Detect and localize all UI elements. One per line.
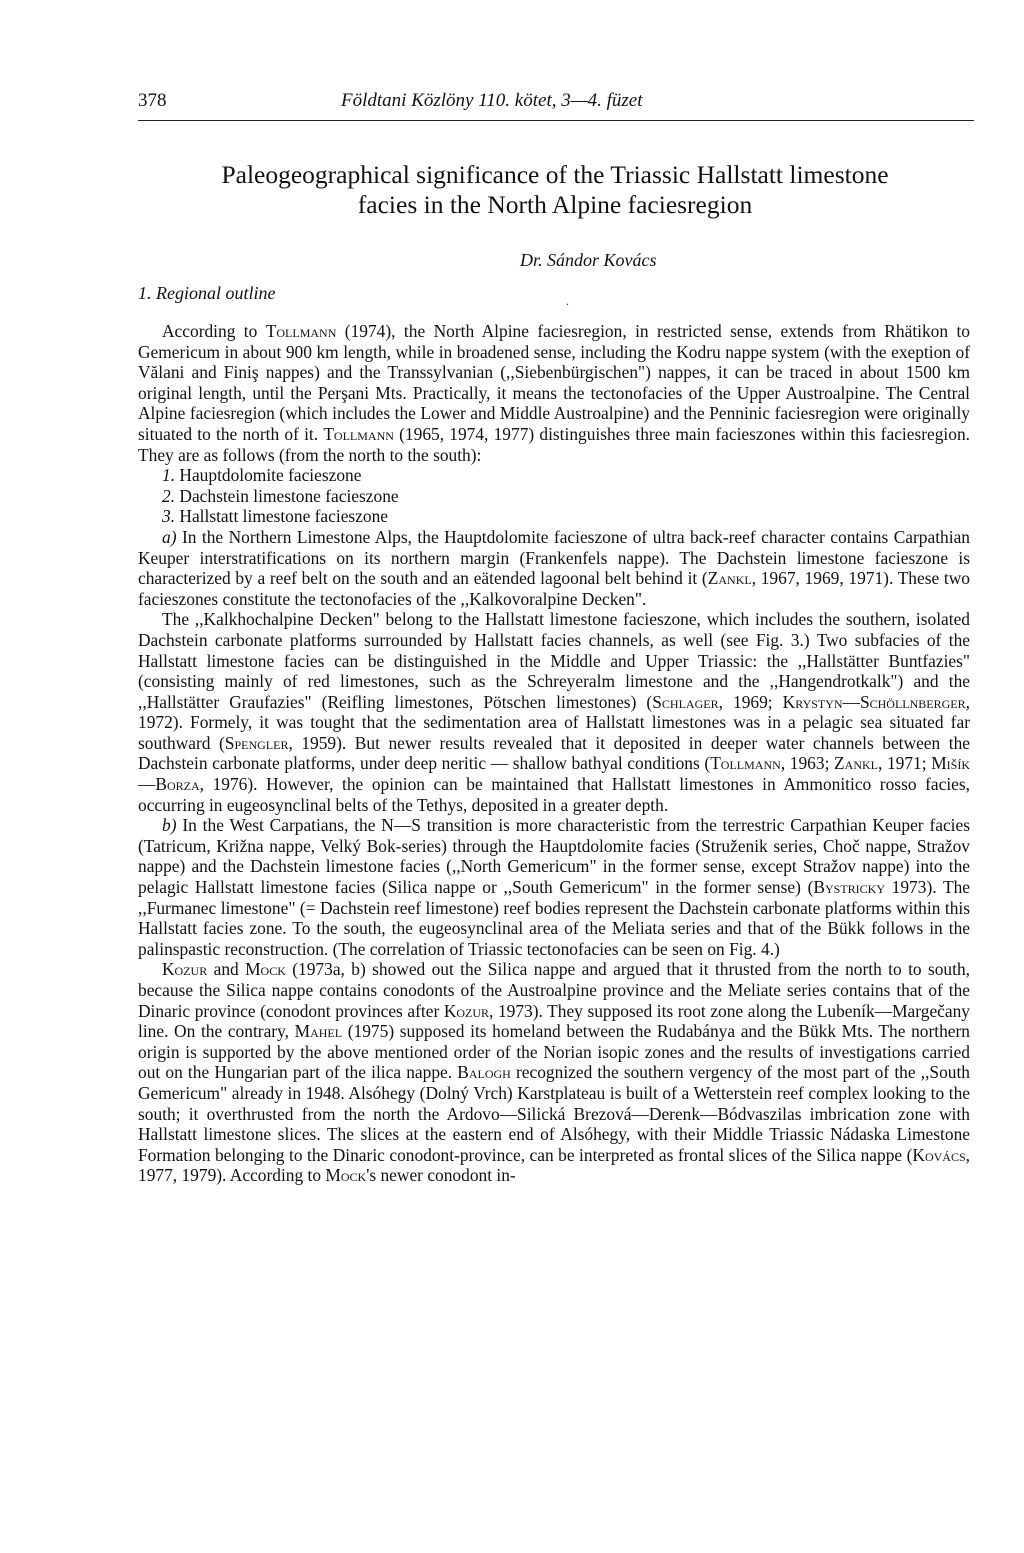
author-citation: Balogh: [457, 1062, 511, 1083]
author-citation: Kozur: [443, 1000, 490, 1021]
list-number: 3.: [162, 506, 176, 527]
list-number: 1.: [162, 465, 176, 486]
author-citation: Mišík—Borza: [138, 753, 970, 795]
paragraph-b: [138, 815, 970, 959]
list-text: Hallstatt limestone facieszone: [175, 506, 389, 527]
text-run: The ,,Kalkhochalpine Decken" belong to the Hallstatt limestone facieszone, which includes the southern, isolated Dachstein carbonate platforms surrounded by Hallstatt facies channels, as well (see Fig. 3.) Two subfacies of the Hallstatt limestone facies can be distinguished in the Middle and Upper Triassic: the ,,Hallstätter Buntfazies" (consisting mainly of red limestones, such as the Schreyeralm limestone and the ,,Hangendrotkalk") and the ,,Hallstätter Graufazies" (Reifling limestones, Pötschen limestones) (: [138, 609, 970, 712]
text-run: , 1972). Formely, it was tought that the sedimentation area of Hallstatt limestones was in a pelagic sea situated far southward (: [138, 691, 970, 753]
author-citation: Zankl: [834, 753, 878, 774]
author-citation: Tollmann: [265, 321, 337, 341]
text-run: (1973a, b) showed out the Silica nappe and argued that it thrusted from the north to to south, because the Silica nappe contains conodonts of the Austroalpine province and the Meliate series contains that of the Dinaric province (conodont provinces after: [138, 959, 970, 1021]
text-run: 1973). The ,,Furmanec limestone" (= Dachstein reef limestone) reef bodies represent the Dachstein carbonate platforms within this Hallstatt facies zone. To the south, the eugeosynclinal area of the Meliata series and that of the Bükk follows in the palinspastic reconstruction. (The correlation of Triassic tectonofacies can be seen on Fig. 4.): [138, 877, 970, 959]
text-run: , 1971;: [877, 753, 932, 774]
text-run: , 1967, 1969, 1971). These two facieszones constitute the tectonofacies of the ,,Kalkovoralpine Decken".: [138, 568, 970, 609]
author-citation: Tollmann: [710, 753, 781, 774]
author-citation: Kozur: [162, 959, 208, 980]
text-run: In the Northern Limestone Alps, the Hauptdolomite facieszone of ultra back-reef character contains Carpathian Keuper interstratifications on its northern margin (Frankenfels nappe). The Dachstein limestone facieszone is characterized by a reef belt on the south and an eätended lagoonal belt behind it (: [138, 526, 970, 589]
text-run: , 1959). But newer results revealed that it deposited in deeper water channels between the Dachstein carbonate platforms, under deep neritic — shallow bathyal conditions (: [138, 732, 970, 774]
section-heading: 1. Regional outline: [138, 283, 276, 303]
author-citation: Mahel: [294, 1021, 343, 1042]
text-run: According to: [162, 321, 266, 341]
list-item: [138, 506, 970, 527]
text-run: recognized the southern vergency of the most part of the ,,South Gemericum" already in 1948. Alsóhegy (Dolný Vrch) Karstplateau is built of a Wetterstein reef complex looking to the south; it overthrusted from the north the Ardovo—Silická Brezová—Derenk—Bódvaszilas imbrication zone with Hallstatt limestone slices. The slices at the eastern end of Alsóhegy, with their Middle Triassic Nádaska Limestone Formation belonging to the Dinaric conodont-province, can be interpreted as frontal slices of the Silica nappe (: [138, 1062, 971, 1165]
author-citation: Mock: [325, 1165, 367, 1186]
list-number: 2.: [162, 485, 176, 506]
text-run: In the West Carpatians, the N—S transition is more characteristic from the terrestric Carpathian Keuper facies (Tatricum, Križna nappe, Velký Bok-series) through the Hauptdolomite facies (Struženik series, Choč nappe, Stražov nappe) and the Dachstein limestone facies (,,North Gemericum" in the former sense, except Stražov nappe) into the pelagic Hallstatt limestone facies (Silica nappe or ,,South Gemericum" in the former sense) (: [138, 815, 970, 898]
paragraph-kozur-mock: [138, 959, 970, 1186]
paragraph-label: b): [162, 815, 177, 836]
article-title-line-1: Paleogeographical significance of the Triassic Hallstatt limestone: [221, 160, 889, 189]
text-run: , 1977, 1979). According to: [138, 1144, 970, 1186]
list-text: Hauptdolomite facieszone: [175, 465, 362, 486]
paragraph-kalkhochalpine: [138, 609, 970, 815]
text-run: , 1969;: [718, 691, 783, 712]
running-header: [138, 86, 974, 121]
author-citation: Zankl: [707, 568, 752, 589]
paragraph-label: a): [162, 526, 177, 547]
author-citation: Mock: [245, 959, 286, 980]
author-citation: Krystyn—Schöllnberger: [782, 691, 966, 712]
author-citation: Spengler: [224, 732, 289, 753]
article-title-line-2: facies in the North Alpine faciesregion: [357, 190, 753, 219]
text-run: and: [207, 959, 246, 980]
author-citation: Kovács: [912, 1144, 966, 1165]
text-run: (1975) supposed its homeland between the Rudabánya and the Bükk Mts. The northern origin is supported by the above mentioned order of the Norian isopic zones and the results of investigations carried out on the Hungarian part of the ilica nappe.: [138, 1021, 970, 1083]
author-citation: Tollmann: [323, 423, 394, 444]
list-item: [138, 486, 970, 507]
text-run: , 1963;: [780, 753, 835, 774]
article-title: [120, 160, 990, 220]
list-text: Dachstein limestone facieszone: [175, 485, 399, 506]
author-name: Dr. Sándor Kovács: [520, 250, 657, 270]
text-run: , 1976). However, the opinion can be maintained that Hallstatt limestones in Ammonitico rosso facies, occurring in eugeosynclinal belts of the Tethys, deposited in a greater depth.: [138, 774, 970, 815]
paragraph-a: [138, 527, 970, 609]
paragraph-intro: [138, 321, 970, 465]
text-run: (1965, 1974, 1977) distinguishes three main facieszones within this faciesregion. They are as follows (from the north to the south):: [138, 423, 970, 465]
author-citation: Schlager: [652, 691, 719, 712]
list-item: [138, 465, 970, 486]
running-title: Földtani Közlöny 110. kötet, 3—4. füzet: [341, 90, 643, 111]
article-body: [138, 321, 970, 1186]
author-citation: Bystricky: [813, 877, 885, 898]
text-run: (1974), the North Alpine faciesregion, in restricted sense, extends from Rhätikon to Gemericum in about 900 km length, while in broadened sense, including the Kodru nappe system (with the exeption of Vălani and Finiş nappes) and the Transsylvanian (,,Siebenbürgischen") nappes, it can be traced in about 1500 km original length, until the Perşani Mts. Practically, it means the tectonofacies of the Upper Austroalpine. The Central Alpine faciesregion (which includes the Lower and Middle Austroalpine) and the Penninic faciesregion were originally situated to the north of it.: [138, 321, 971, 444]
page-number: 378: [138, 90, 167, 111]
text-run: , 1973). They supposed its root zone along the Lubeník—Margečany line. On the contrary,: [138, 1000, 970, 1042]
stray-mark: .: [566, 294, 569, 308]
text-run: 's newer conodont in-: [366, 1165, 516, 1186]
